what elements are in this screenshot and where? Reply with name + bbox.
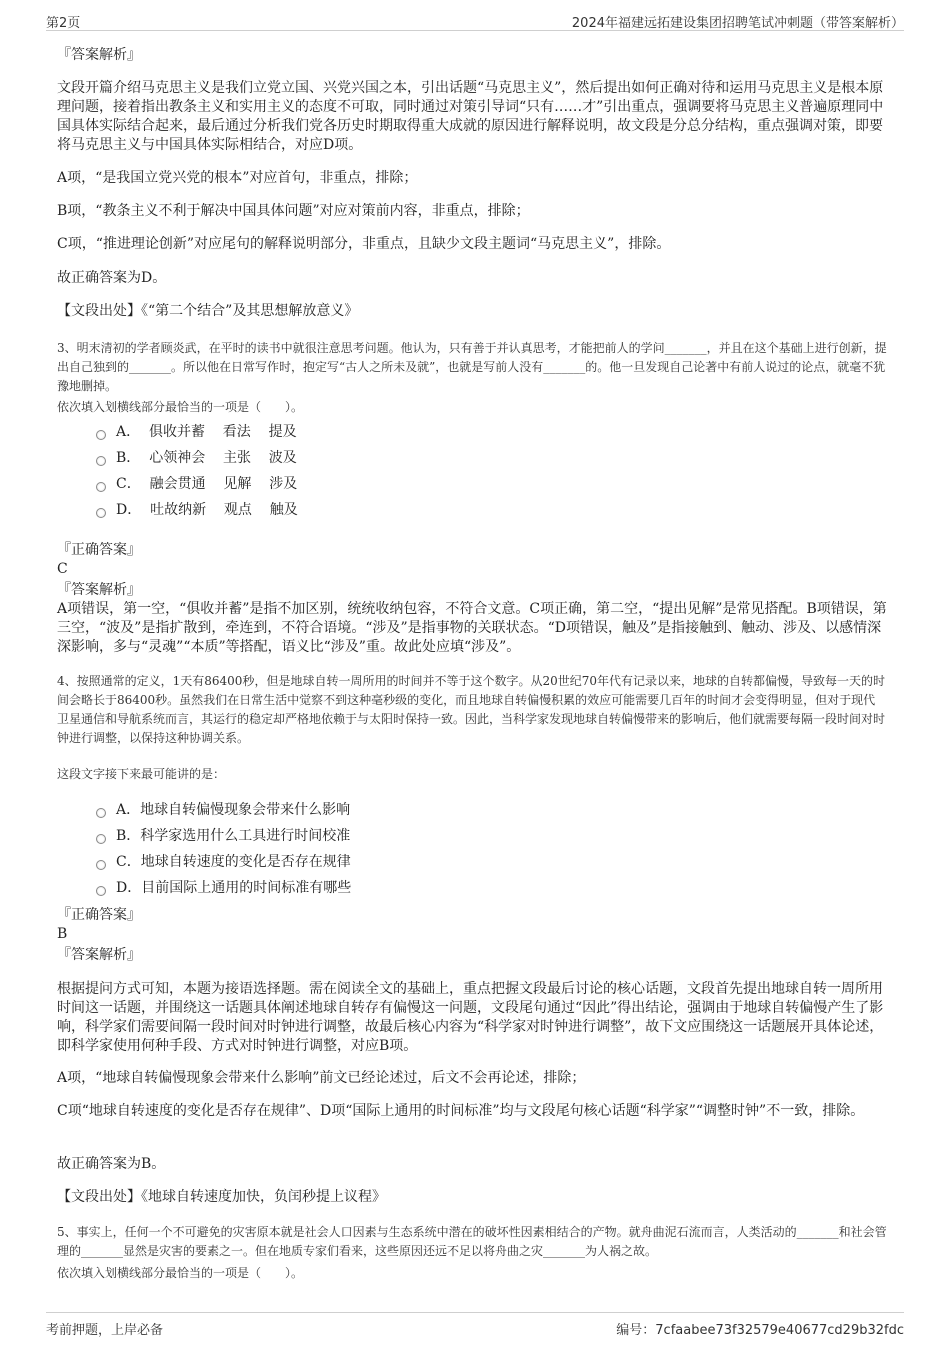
q3-analysis-label: 『答案解析』 [57, 582, 141, 598]
q3-option-b[interactable]: B． 心领神会 主张 波及 [96, 445, 596, 471]
q3-analysis-text: A项错误，第一空，“俱收并蓄”是指不加区别，统统收纳包容，不符合文意。C项正确，第二空，“提出见解”是常见搭配。B项错误，第三空，“波及”是指扩散到，牵连到，不符合语境。“涉及”是指事物的关联状态。“D项错误，触及”是指接触到、触动、涉及、以感情深深影响，多与“灵魂”“本质”等搭配，语义比“涉及”重。故此处应填“涉及”。 [57, 601, 887, 655]
page-footer [46, 1312, 904, 1339]
radio-icon[interactable] [96, 860, 106, 870]
q4-option-d[interactable]: D．目前国际上通用的时间标准有哪些 [96, 875, 596, 901]
q3-option-d[interactable]: D． 吐故纳新 观点 触及 [96, 497, 596, 523]
q3-stem: 3、明末清初的学者顾炎武，在平时的读书中就很注意思考问题。他认为，只有善于并认真思考，才能把前人的学问_______，并且在这个基础上进行创新，提出自己独到的_______。所以他在日常写作时，抱定写“古人之所未及就”，也就是写前人没有_______的。他一旦发现自己论著中有前人说过的论点，就毫不犹豫地删掉。 [57, 341, 887, 393]
q4-answer-label: 『正确答案』 [57, 907, 141, 923]
q4-source: 【文段出处】《地球自转速度加快，负闰秒提上议程》 [57, 1189, 386, 1205]
q5-stem: 5、事实上，任何一个不可避免的灾害原本就是社会人口因素与生态系统中潜在的破坏性因素相结合的产物。就舟曲泥石流而言，人类活动的_______和社会管理的_______显然是灾害的要素之一。但在地质专家们看来，这些原因还远不足以将舟曲之灾_______为人祸之故。 [57, 1225, 887, 1258]
q4-options [96, 797, 596, 901]
q4-option-a-note: A项，“地球自转偏慢现象会带来什么影响”前文已经论述过，后文不会再论述，排除； [57, 1070, 586, 1086]
radio-icon[interactable] [96, 482, 106, 492]
q2-final-answer: 故正确答案为D。 [57, 270, 167, 286]
footer-slogan: 考前押题，上岸必备 [46, 1323, 164, 1338]
q4-final-answer: 故正确答案为B。 [57, 1156, 166, 1172]
document-title: 2024年福建远拓建设集团招聘笔试冲刺题（带答案解析） [571, 16, 904, 31]
q2-option-c-note: C项，“推进理论创新”对应尾句的解释说明部分，非重点，且缺少文段主题词“马克思主义”，排除。 [57, 236, 671, 252]
q2-analysis-text: 文段开篇介绍马克思主义是我们立党立国、兴党兴国之本，引出话题“马克思主义”，然后提出如何正确对待和运用马克思主义是根本原理问题，接着指出教条主义和实用主义的态度不可取，同时通过对策引导词“只有……才”引出重点，强调要将马克思主义普遍原理同中国具体实际结合起来，最后通过分析我们党各历史时期取得重大成就的原因进行解释说明，故文段是分总分结构，重点强调对策，即要将马克思主义与中国具体实际相结合，对应D项。 [57, 80, 884, 153]
q2-source: 【文段出处】《“第二个结合”及其思想解放意义》 [57, 303, 359, 319]
page-number: 第2页 [46, 16, 81, 31]
q4-instruction: 这段文字接下来最可能讲的是： [57, 767, 226, 781]
q2-option-b-note: B项，“教条主义不利于解决中国具体问题”对应对策前内容，非重点，排除； [57, 203, 530, 219]
radio-icon[interactable] [96, 456, 106, 466]
q4-analysis-text: 根据提问方式可知，本题为接语选择题。需在阅读全文的基础上，重点把握文段最后讨论的核心话题，文段首先提出地球自转一周所用时间这一话题，并围绕这一话题具体阐述地球自转存有偏慢这一问题，文段尾句通过“因此”得出结论，强调由于地球自转偏慢产生了影响，科学家们需要间隔一段时间对时钟进行调整，故最后核心内容为“科学家对时钟进行调整”，故下文应围绕这一话题展开具体论述，即科学家使用何种手段、方式对时钟进行调整，对应B项。 [57, 981, 884, 1054]
q4-answer: B [57, 926, 68, 942]
q3-option-c[interactable]: C． 融会贯通 见解 涉及 [96, 471, 596, 497]
q3-option-a[interactable]: A． 俱收并蓄 看法 提及 [96, 419, 596, 445]
q3-instruction: 依次填入划横线部分最恰当的一项是（ ）。 [57, 400, 304, 414]
radio-icon[interactable] [96, 886, 106, 896]
q5-instruction: 依次填入划横线部分最恰当的一项是（ ）。 [57, 1266, 304, 1280]
radio-icon[interactable] [96, 430, 106, 440]
q2-analysis-label: 『答案解析』 [57, 47, 141, 63]
q4-option-cd-note: C项“地球自转速度的变化是否存在规律”、D项“国际上通用的时间标准”均与文段尾句核心话题“科学家”“调整时钟”不一致，排除。 [57, 1103, 865, 1119]
document-id: 编号：7cfaabee73f32579e40677cd29b32fdc [616, 1323, 904, 1338]
radio-icon[interactable] [96, 808, 106, 818]
q4-option-a[interactable]: A．地球自转偏慢现象会带来什么影响 [96, 797, 596, 823]
q3-options [96, 419, 596, 523]
q4-stem: 4、按照通常的定义，1天有86400秒，但是地球自转一周所用的时间并不等于这个数字。从20世纪70年代有记录以来，地球的自转都偏慢，导致每一天的时间会略长于86400秒。虽然我们在日常生活中觉察不到这种毫秒级的变化，而且地球自转偏慢积累的效应可能需要几百年的时间才会变得明显，但对于现代卫星通信和导航系统而言，其运行的稳定却严格地依赖于与太阳时保持一致。因此，当科学家发现地球自转偏慢带来的影响后，他们就需要每隔一段时间对时钟进行调整，以保持这种协调关系。 [57, 674, 886, 745]
page-header [46, 8, 904, 31]
q4-option-c[interactable]: C．地球自转速度的变化是否存在规律 [96, 849, 596, 875]
radio-icon[interactable] [96, 834, 106, 844]
q4-option-b[interactable]: B．科学家选用什么工具进行时间校准 [96, 823, 596, 849]
q3-answer: C [57, 561, 68, 577]
q2-option-a-note: A项，“是我国立党兴党的根本”对应首句，非重点，排除； [57, 170, 418, 186]
q3-answer-label: 『正确答案』 [57, 542, 141, 558]
radio-icon[interactable] [96, 508, 106, 518]
q4-analysis-label: 『答案解析』 [57, 947, 141, 963]
